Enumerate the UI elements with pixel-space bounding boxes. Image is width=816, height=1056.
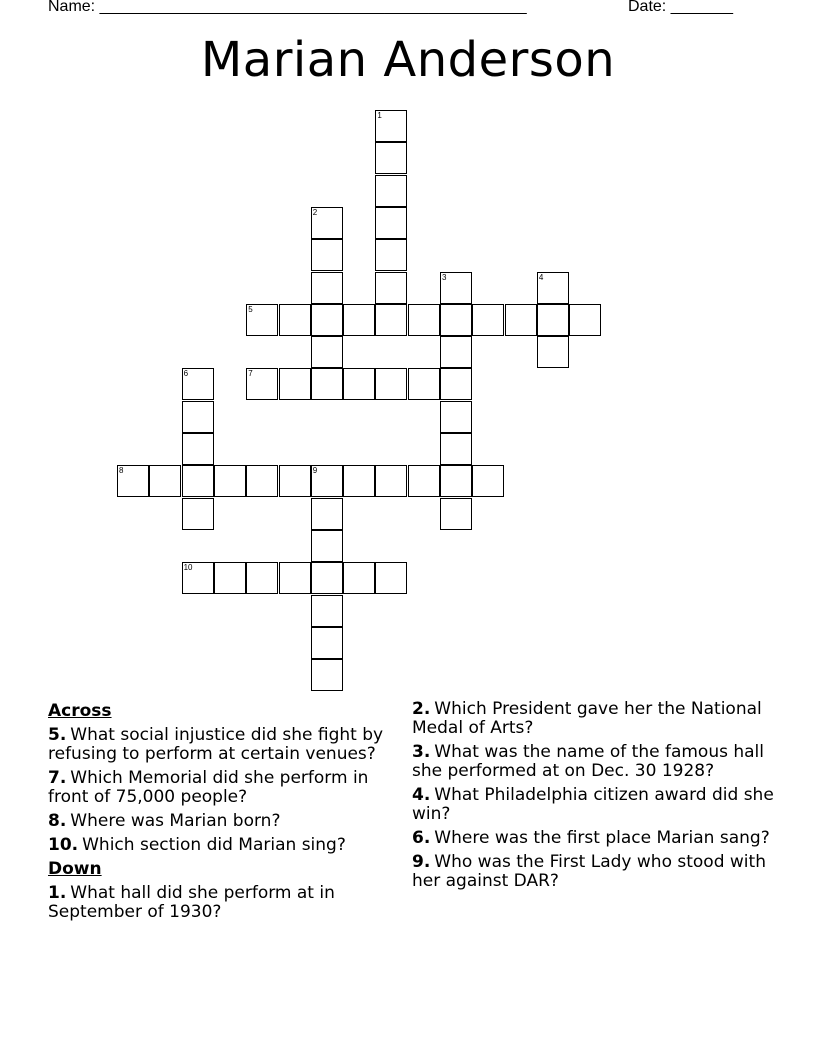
clue-number: 3. [412,742,431,762]
grid-cell[interactable] [537,336,569,368]
clue-number-label: 10 [183,563,193,573]
across-heading: Across [48,701,112,721]
grid-cell[interactable] [214,465,246,497]
grid-cell[interactable] [569,304,601,336]
grid-cell[interactable] [375,175,407,207]
grid-cell[interactable] [537,304,569,336]
grid-cell[interactable] [311,530,343,562]
grid-cell[interactable] [279,465,311,497]
grid-cell[interactable] [311,368,343,400]
name-field: Name: ________________________________________________ [48,0,527,15]
grid-cell[interactable] [343,368,375,400]
clue-number-label: 3 [442,272,447,282]
grid-cell[interactable] [311,336,343,368]
grid-cell[interactable] [343,562,375,594]
clue-text: Which President gave her the National Medal of Arts? [412,699,762,738]
clue-down-3 [412,743,777,781]
clue-down-9 [412,853,777,891]
grid-cell[interactable] [246,368,278,400]
clue-number: 6. [412,828,431,848]
clue-number: 7. [48,768,67,788]
grid-cell[interactable] [440,368,472,400]
clue-text: What social injustice did she fight by refusing to perform at certain venues? [48,725,384,764]
grid-cell[interactable] [279,304,311,336]
clue-number: 5. [48,725,67,745]
grid-cell[interactable] [117,465,149,497]
grid-cell[interactable] [440,304,472,336]
grid-cell[interactable] [182,498,214,530]
clue-number-label: 8 [119,466,124,476]
grid-cell[interactable] [214,562,246,594]
clue-number: 1. [48,883,67,903]
grid-cell[interactable] [375,110,407,142]
grid-cell[interactable] [311,272,343,304]
grid-cell[interactable] [375,465,407,497]
clue-number-label: 1 [377,111,382,120]
clue-number: 2. [412,699,431,719]
grid-cell[interactable] [311,595,343,627]
clue-text: Where was the first place Marian sang? [434,828,770,848]
clue-number-label: 4 [538,272,544,282]
grid-cell[interactable] [408,368,440,400]
grid-cell[interactable] [440,433,472,465]
grid-cell[interactable] [182,562,214,594]
clue-text: Who was the First Lady who stood with her against DAR? [412,852,766,891]
grid-cell[interactable] [440,498,472,530]
clues-left-column [48,700,393,927]
grid-cell[interactable] [311,562,343,594]
clue-number: 9. [412,852,431,872]
grid-cell[interactable] [182,368,214,400]
clue-down-1 [48,884,393,922]
grid-cell[interactable] [375,562,407,594]
grid-cell[interactable] [182,465,214,497]
clue-number-label: 2 [312,207,318,217]
grid-cell[interactable] [149,465,181,497]
clue-text: What hall did she perform at in September of 1930? [48,883,335,922]
grid-cell[interactable] [472,465,504,497]
grid-cell[interactable] [440,401,472,433]
grid-cell[interactable] [440,465,472,497]
clue-down-2 [412,700,777,738]
grid-cell[interactable] [375,142,407,174]
grid-cell[interactable] [311,304,343,336]
grid-cell[interactable] [246,465,278,497]
grid-cell[interactable] [505,304,537,336]
clue-number-label: 5 [248,304,253,314]
clue-text: What Philadelphia citizen award did she win? [412,785,774,824]
grid-cell[interactable] [246,304,278,336]
clue-number: 8. [48,811,67,831]
grid-cell[interactable] [375,304,407,336]
clue-number-label: 9 [312,466,318,476]
grid-cell[interactable] [440,272,472,304]
clue-across-7 [48,769,393,807]
clue-number-label: 7 [248,369,253,379]
clue-across-8 [48,812,393,831]
grid-cell[interactable] [311,465,343,497]
down-heading: Down [48,859,102,879]
clue-across-10 [48,836,393,855]
grid-cell[interactable] [182,401,214,433]
grid-cell[interactable] [311,498,343,530]
clue-text: Where was Marian born? [70,811,281,831]
grid-cell[interactable] [375,239,407,271]
clue-across-5 [48,726,393,764]
grid-cell[interactable] [408,465,440,497]
grid-cell[interactable] [246,562,278,594]
grid-cell[interactable] [343,304,375,336]
date-field: Date: _______ [628,0,733,15]
grid-cell[interactable] [537,272,569,304]
grid-cell[interactable] [472,304,504,336]
grid-cell[interactable] [375,368,407,400]
clue-down-4 [412,786,777,824]
grid-cell[interactable] [343,465,375,497]
clue-number: 10. [48,835,79,855]
page-title: Marian Anderson [200,32,616,88]
grid-cell[interactable] [311,207,343,239]
clue-text: What was the name of the famous hall she performed at on Dec. 30 1928? [412,742,764,781]
clue-number: 4. [412,785,431,805]
clue-text: Which Memorial did she perform in front of 75,000 people? [48,768,369,807]
clue-down-6 [412,829,777,848]
clues-right-column [412,700,777,896]
clue-text: Which section did Marian sing? [82,835,346,855]
grid-cell[interactable] [311,659,343,691]
grid-cell[interactable] [311,627,343,659]
grid-cell[interactable] [311,239,343,271]
grid-cell[interactable] [408,304,440,336]
grid-cell[interactable] [375,207,407,239]
grid-cell[interactable] [279,368,311,400]
grid-cell[interactable] [182,433,214,465]
grid-cell[interactable] [279,562,311,594]
grid-cell[interactable] [375,272,407,304]
clue-number-label: 6 [183,369,189,379]
grid-cell[interactable] [440,336,472,368]
